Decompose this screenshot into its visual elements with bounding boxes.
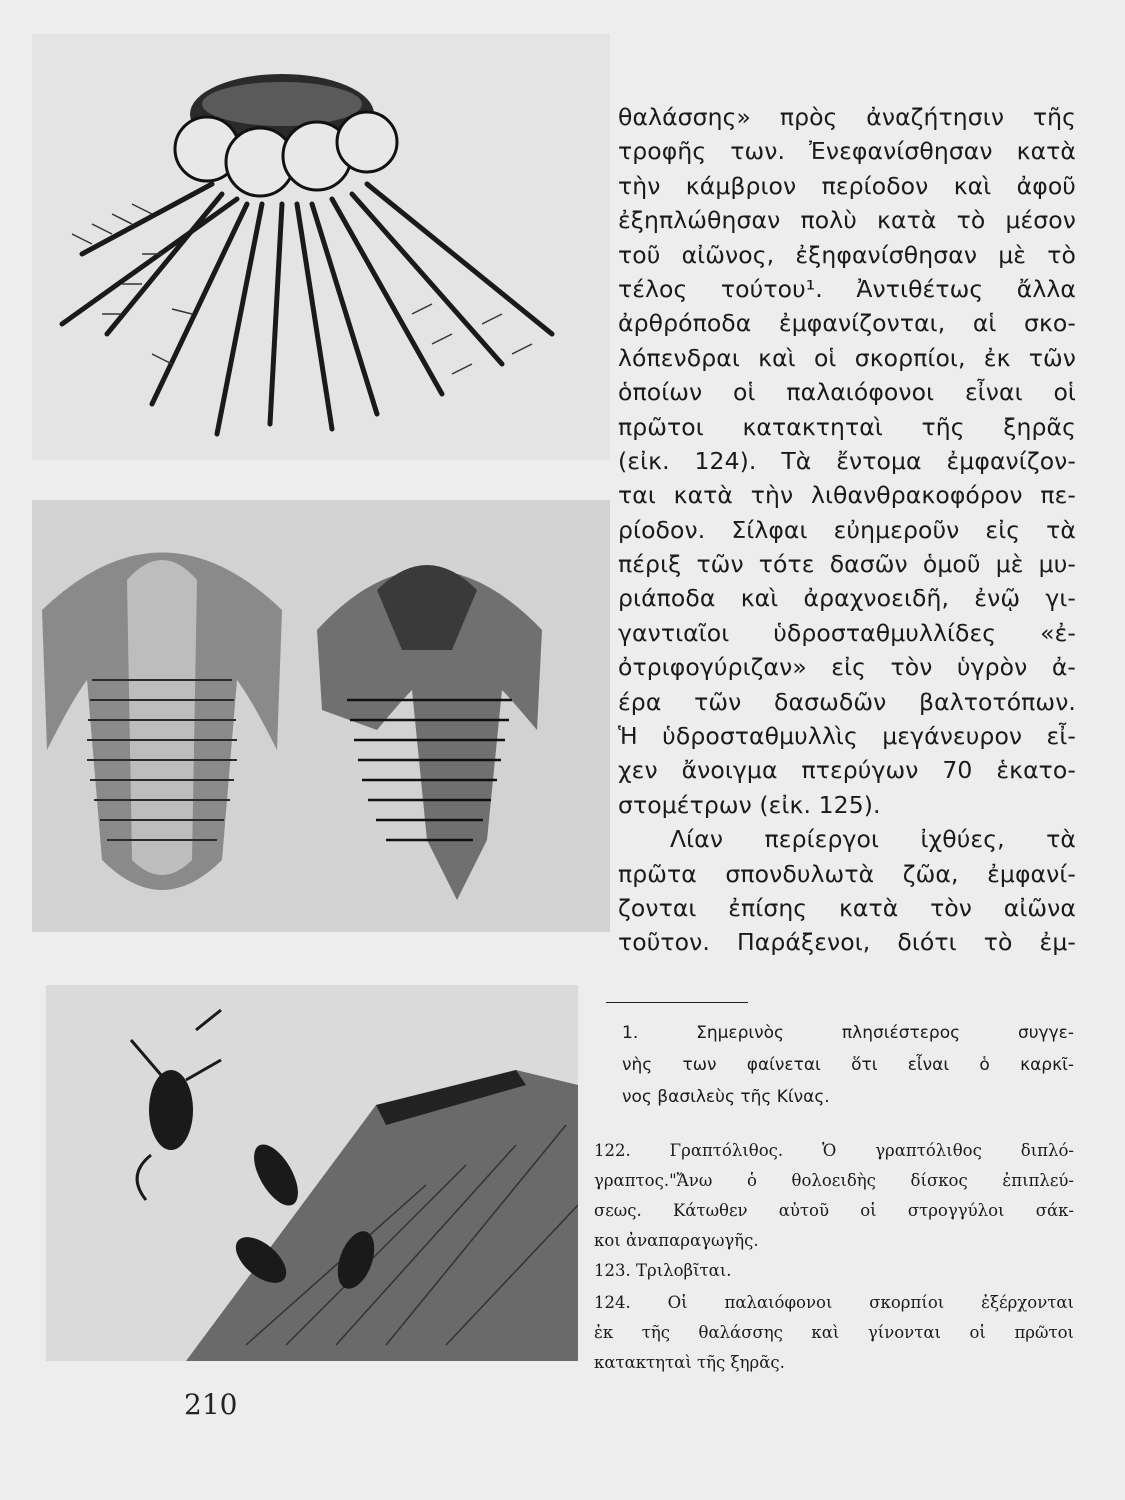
- body-line: ὁποίων οἱ παλαιόφονοι εἶναι οἱ: [618, 378, 1076, 407]
- caption-line: κατακτηταὶ τῆς ξηρᾶς.: [594, 1353, 785, 1372]
- caption-line: σεως. Κάτωθεν αὐτοῦ οἱ στρογγύλοι σάκ-: [594, 1201, 1074, 1220]
- caption-line: κοι ἀναπαραγωγῆς.: [594, 1231, 759, 1250]
- body-line: ται κατὰ τὴν λιθανθρακοφόρον πε-: [618, 481, 1076, 510]
- body-line: τοῦτον. Παράξενοι, διότι τὸ ἐμ-: [618, 928, 1076, 957]
- body-line: στομέτρων (εἰκ. 125).: [618, 790, 881, 819]
- body-line: ὀτριφογύριζαν» εἰς τὸν ὑγρὸν ἀ-: [618, 653, 1076, 682]
- body-line: ἀρθρόποδα ἐμφανίζονται, αἱ σκο-: [618, 309, 1076, 338]
- figure-trilobites: [32, 500, 610, 932]
- body-line: ἐξηπλώθησαν πολὺ κατὰ τὸ μέσον: [618, 206, 1076, 235]
- body-line: έρα τῶν δασωδῶν βαλτοτόπων.: [618, 687, 1076, 716]
- figure-scorpions: [46, 985, 578, 1361]
- trilobites-illustration: [32, 500, 610, 932]
- body-line: τέλος τούτου¹. Ἀντιθέτως ἄλλα: [618, 274, 1076, 303]
- body-line: (εἰκ. 124). Τὰ ἔντομα ἐμφανίζον-: [618, 446, 1076, 475]
- caption-line: 123. Τριλοβῖται.: [594, 1261, 732, 1280]
- page-number: 210: [184, 1388, 238, 1421]
- body-line: τοῦ αἰῶνος, ἐξηφανίσθησαν μὲ τὸ: [618, 240, 1076, 269]
- body-line: Λίαν περίεργοι ἰχθύες, τὰ: [670, 825, 1076, 854]
- body-line: πέριξ τῶν τότε δασῶν ὁμοῦ μὲ μυ-: [618, 550, 1076, 579]
- main-text-column: [618, 100, 1076, 960]
- scorpions-illustration: [46, 985, 578, 1361]
- footnote-rule: [606, 1002, 748, 1003]
- body-line: ρίοδον. Σίλφαι εὐημεροῦν εἰς τὰ: [618, 515, 1076, 544]
- body-line: πρῶτοι κατακτηταὶ τῆς ξηρᾶς: [618, 412, 1076, 441]
- body-line: ριάποδα καὶ ἀραχνοειδῆ, ἐνῷ γι-: [618, 584, 1076, 613]
- caption-line: 122. Γραπτόλιθος. Ὁ γραπτόλιθος διπλό-: [594, 1141, 1074, 1160]
- body-line: χεν ἄνοιγμα πτερύγων 70 ἑκατο-: [618, 756, 1076, 785]
- body-line: πρῶτα σπονδυλωτὰ ζῶα, ἐμφανί-: [618, 859, 1076, 888]
- graptolite-illustration: [32, 34, 610, 460]
- body-line: γαντιαῖοι ὑδροσταθμυλλίδες «ἐ-: [618, 618, 1076, 647]
- body-line: τροφῆς των. Ἐνεφανίσθησαν κατὰ: [618, 137, 1076, 166]
- body-line: ζονται ἐπίσης κατὰ τὸν αἰῶνα: [618, 893, 1076, 922]
- body-line: θαλάσσης» πρὸς ἀναζήτησιν τῆς: [618, 103, 1076, 131]
- figure-graptolite: [32, 34, 610, 460]
- footnote-line: 1. Σημερινὸς πλησιέστερος συγγε-: [622, 1023, 1074, 1043]
- body-line: λόπενδραι καὶ οἱ σκορπίοι, ἐκ τῶν: [618, 343, 1076, 372]
- body-line: τὴν κάμβριον περίοδον καὶ ἀφοῦ: [618, 171, 1076, 200]
- footnote-line: νος βασιλεὺς τῆς Κίνας.: [622, 1087, 830, 1107]
- footnote-line: νὴς των φαίνεται ὅτι εἶναι ὁ καρκῖ-: [622, 1055, 1074, 1075]
- caption-line: 124. Οἱ παλαιόφονοι σκορπίοι ἐξέρχονται: [594, 1293, 1074, 1312]
- caption-line: ἐκ τῆς θαλάσσης καὶ γίνονται οἱ πρῶτοι: [594, 1323, 1074, 1342]
- caption-line: γραπτος."Ἄνω ὁ θολοειδὴς δίσκος ἐπιπλεύ-: [594, 1171, 1074, 1190]
- body-line: Ἡ ὑδροσταθμυλλὶς μεγάνευρον εἶ-: [618, 722, 1076, 751]
